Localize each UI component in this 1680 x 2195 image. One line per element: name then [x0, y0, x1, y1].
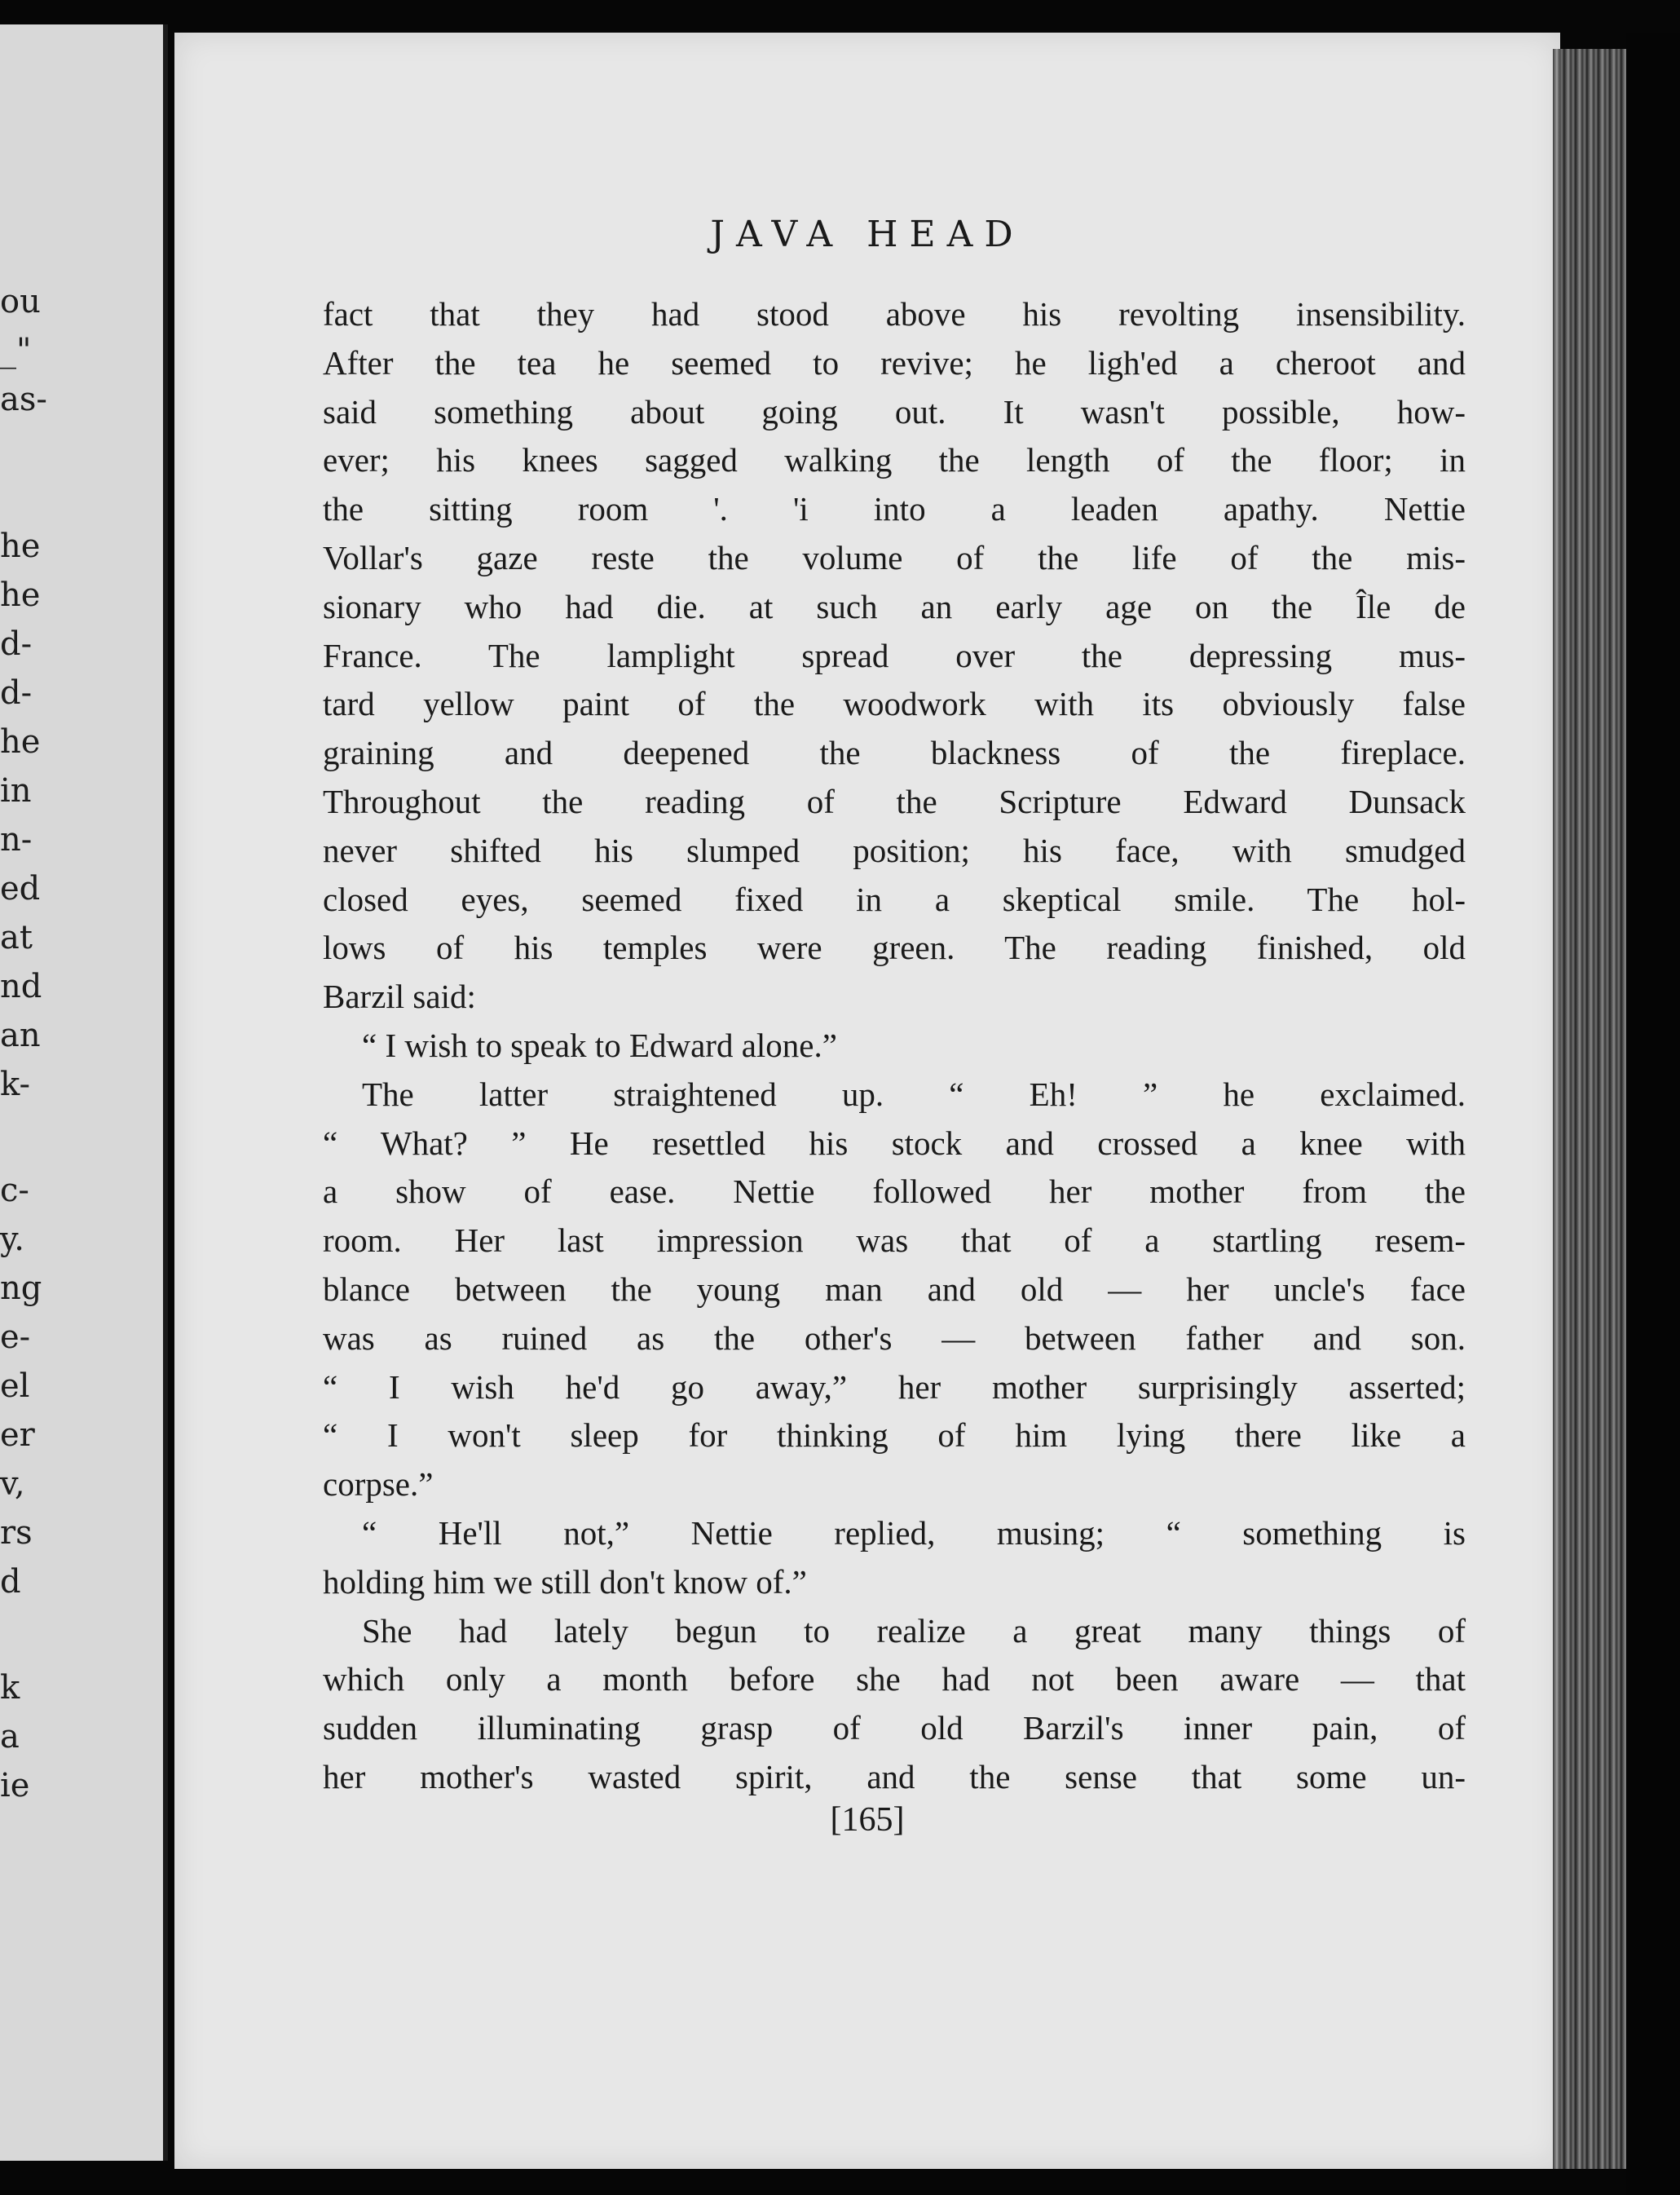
- text-line: which only a month before she had not been aware — that: [323, 1660, 1466, 1698]
- facing-page-fragment: in: [0, 772, 32, 810]
- facing-page-fragment: k: [0, 1669, 20, 1707]
- facing-page-fragment: _": [0, 332, 32, 369]
- text-line: The latter straightened up. “ Eh! ” he exclaimed.: [362, 1075, 1466, 1113]
- background-margin: [1626, 33, 1680, 2195]
- text-line: said something about going out. It wasn't possible, how-: [323, 392, 1466, 431]
- text-line: never shifted his slumped position; his face, with smudged: [323, 831, 1466, 869]
- text-line: a show of ease. Nettie followed her mother from the: [323, 1173, 1466, 1211]
- text-line: closed eyes, seemed fixed in a skeptical smile. The hol-: [323, 880, 1466, 918]
- facing-page-fragment: an: [0, 1017, 41, 1054]
- facing-page-fragment: he: [0, 723, 41, 761]
- facing-page-edge: [0, 24, 168, 2161]
- text-line: room. Her last impression was that of a startling resem-: [323, 1221, 1466, 1260]
- facing-page-fragment: he: [0, 576, 41, 614]
- text-line: Barzil said:: [323, 978, 476, 1016]
- facing-page-fragment: v,: [0, 1465, 25, 1503]
- text-line: holding him we still don't know of.”: [323, 1562, 807, 1601]
- facing-page-fragment: at: [0, 919, 33, 956]
- facing-page-fragment: er: [0, 1416, 35, 1454]
- page-number: [165]: [830, 1801, 905, 1839]
- facing-page-fragment: he: [0, 528, 41, 565]
- text-line: “ I wish he'd go away,” her mother surprisingly asserted;: [323, 1367, 1466, 1406]
- facing-page-fragment: a: [0, 1718, 20, 1756]
- facing-page-fragment: n-: [0, 821, 33, 859]
- facing-page-fragment: ng: [0, 1270, 42, 1307]
- facing-page-fragment: as-: [0, 381, 47, 418]
- facing-page-fragment: e-: [0, 1318, 31, 1356]
- text-line: her mother's wasted spirit, and the sense that some un-: [323, 1757, 1466, 1795]
- book-page: [174, 33, 1560, 2169]
- text-line: She had lately begun to realize a great many things of: [362, 1611, 1466, 1650]
- text-line: “ I wish to speak to Edward alone.”: [362, 1026, 837, 1064]
- facing-page-fragment: d-: [0, 674, 33, 712]
- text-line: the sitting room '. 'i into a leaden apathy. Nettie: [323, 490, 1466, 528]
- text-line: France. The lamplight spread over the depressing mus-: [323, 636, 1466, 674]
- text-line: blance between the young man and old — her uncle's face: [323, 1270, 1466, 1308]
- running-head: JAVA HEAD: [710, 214, 1025, 255]
- facing-page-fragment: d-: [0, 625, 33, 663]
- facing-page-fragment: ie: [0, 1767, 30, 1804]
- text-line: “ What? ” He resettled his stock and crossed a knee with: [323, 1124, 1466, 1162]
- facing-page-fragment: ed: [0, 870, 41, 908]
- text-line: “ I won't sleep for thinking of him lying there like a: [323, 1416, 1466, 1455]
- facing-page-fragment: c-: [0, 1172, 29, 1209]
- text-line: Vollar's gaze reste the volume of the life of the mis-: [323, 538, 1466, 576]
- facing-page-fragment: nd: [0, 968, 42, 1005]
- text-line: tard yellow paint of the woodwork with its obviously false: [323, 685, 1466, 723]
- text-line: corpse.”: [323, 1465, 434, 1504]
- text-line: “ He'll not,” Nettie replied, musing; “ something is: [362, 1513, 1466, 1552]
- facing-page-fragment: d: [0, 1563, 21, 1601]
- text-line: graining and deepened the blackness of the fireplace.: [323, 734, 1466, 772]
- facing-page-fragment: y.: [0, 1221, 24, 1258]
- facing-page-fragment: rs: [0, 1514, 33, 1552]
- page-stack-edge: [1553, 49, 1626, 2169]
- text-line: ever; his knees sagged walking the length of the floor; in: [323, 441, 1466, 479]
- text-line: sionary who had die. at such an early age on the Île de: [323, 587, 1466, 625]
- text-line: lows of his temples were green. The reading finished, old: [323, 929, 1466, 967]
- page-body-text: [323, 290, 1466, 1802]
- text-line: fact that they had stood above his revolting insensibility.: [323, 295, 1466, 333]
- text-line: was as ruined as the other's — between father and son.: [323, 1318, 1466, 1357]
- facing-page-fragment: ou: [0, 283, 41, 320]
- facing-page-fragment: el: [0, 1367, 30, 1405]
- text-line: After the tea he seemed to revive; he ligh'ed a cheroot and: [323, 343, 1466, 382]
- facing-page-fragment: k-: [0, 1066, 31, 1103]
- text-line: sudden illuminating grasp of old Barzil's inner pain, of: [323, 1709, 1466, 1747]
- text-line: Throughout the reading of the Scripture Edward Dunsack: [323, 782, 1466, 820]
